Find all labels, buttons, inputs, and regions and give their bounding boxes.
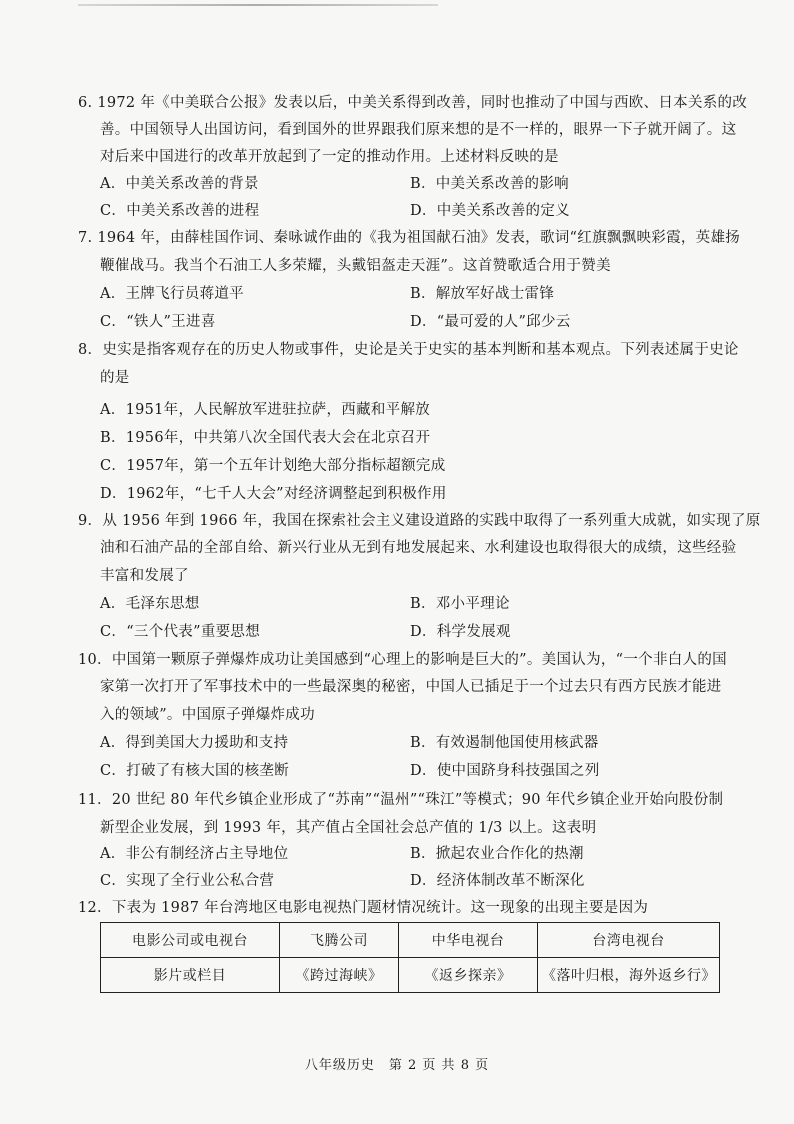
option-d[interactable]: D．使中国跻身科技强国之列 [410, 763, 600, 779]
question-text-line: 入的领域”。中国原子弹爆炸成功 [100, 707, 315, 723]
table-cell: 《落叶归根，海外返乡行》 [538, 958, 720, 993]
table-cell: 《返乡探亲》 [399, 958, 538, 993]
table-cell: 中华电视台 [399, 923, 538, 958]
question-text-line: 12．下表为 1987 年台湾地区电影电视热门题材情况统计。这一现象的出现主要是因为 [78, 900, 649, 916]
option-a[interactable]: A．得到美国大力援助和支持 [100, 735, 289, 751]
table-header-row [101, 923, 720, 958]
option-c[interactable]: C．“铁人”王进喜 [100, 314, 216, 330]
question-text-line: 8．史实是指客观存在的历史人物或事件，史论是关于史实的基本判断和基本观点。下列表述属于史论 [78, 342, 739, 358]
question-text-line: 10．中国第一颗原子弹爆炸成功让美国感到“心理上的影响是巨大的”。美国认为，“一个非白人的国 [78, 652, 727, 668]
option-c[interactable]: C．1957年，第一个五年计划绝大部分指标超额完成 [100, 458, 446, 474]
question-text-line: 丰富和发展了 [100, 568, 189, 584]
option-b[interactable]: B．有效遏制他国使用核武器 [410, 735, 599, 751]
option-b[interactable]: B．邓小平理论 [410, 596, 510, 612]
question-text-line: 新型企业发展，到 1993 年，其产值占全国社会总产值的 1/3 以上。这表明 [100, 820, 597, 836]
question-text-line: 鞭催战马。我当个石油工人多荣耀，头戴铝盔走天涯”。这首赞歌适合用于赞美 [100, 258, 611, 274]
table-cell: 《跨过海峡》 [280, 958, 399, 993]
question-text-line: 9．从 1956 年到 1966 年，我国在探索社会主义建设道路的实践中取得了一系列重大成就，如实现了原 [78, 513, 761, 529]
option-a[interactable]: A．非公有制经济占主导地位 [100, 846, 289, 862]
question-text-line: 11．20 世纪 80 年代乡镇企业形成了“苏南”“温州”“珠江”等模式；90 年代乡镇企业开始向股份制 [78, 792, 724, 808]
option-a[interactable]: A．毛泽东思想 [100, 596, 200, 612]
option-c[interactable]: C．实现了全行业公私合营 [100, 873, 275, 889]
table-row [101, 958, 720, 993]
option-a[interactable]: A．中美关系改善的背景 [100, 176, 259, 192]
option-c[interactable]: C．“三个代表”重要思想 [100, 624, 261, 640]
question-text-line: 对后来中国进行的改革开放起到了一定的推动作用。上述材料反映的是 [100, 149, 559, 165]
question-text-line: 善。中国领导人出国访问，看到国外的世界跟我们原来想的是不一样的，眼界一下子就开阔了。这 [100, 122, 737, 138]
scan-top-rule [78, 4, 438, 6]
option-b[interactable]: B．1956年，中共第八次全国代表大会在北京召开 [100, 430, 431, 446]
option-d[interactable]: D．经济体制改革不断深化 [410, 873, 585, 889]
option-b[interactable]: B．解放军好战士雷锋 [410, 286, 555, 302]
option-b[interactable]: B．中美关系改善的影响 [410, 176, 569, 192]
option-d[interactable]: D．“最可爱的人”邱少云 [410, 314, 571, 330]
option-d[interactable]: D．中美关系改善的定义 [410, 203, 570, 219]
question-text-line: 家第一次打开了军事技术中的一些最深奥的秘密，中国人已插足于一个过去只有西方民族才能进 [100, 679, 722, 695]
question-text-line: 油和石油产品的全部自给、新兴行业从无到有地发展起来、水利建设也取得很大的成绩，这些经验 [100, 540, 737, 556]
question-text-line: 的是 [100, 370, 130, 386]
question-text-line: 6. 1972 年《中美联合公报》发表以后，中美关系得到改善，同时也推动了中国与西欧、日本关系的改 [78, 95, 748, 111]
table-cell: 台湾电视台 [538, 923, 720, 958]
option-b[interactable]: B．掀起农业合作化的热潮 [410, 846, 584, 862]
question-text-line: 7. 1964 年，由薛桂国作词、秦咏诚作曲的《我为祖国献石油》发表，歌词“红旗飘飘映彩霞，英雄扬 [78, 230, 741, 246]
option-c[interactable]: C．中美关系改善的进程 [100, 203, 260, 219]
option-c[interactable]: C．打破了有核大国的核垄断 [100, 763, 289, 779]
option-d[interactable]: D．科学发展观 [410, 624, 511, 640]
option-a[interactable]: A．王牌飞行员蒋道平 [100, 286, 244, 302]
table-cell: 电影公司或电视台 [101, 923, 280, 958]
page-footer: 八年级历史 第 2 页 共 8 页 [304, 1058, 490, 1073]
table-cell: 影片或栏目 [101, 958, 280, 993]
option-d[interactable]: D．1962年，“七千人大会”对经济调整起到积极作用 [100, 486, 447, 502]
films-table [100, 922, 720, 993]
table-cell: 飞腾公司 [280, 923, 399, 958]
option-a[interactable]: A．1951年，人民解放军进驻拉萨，西藏和平解放 [100, 402, 431, 418]
